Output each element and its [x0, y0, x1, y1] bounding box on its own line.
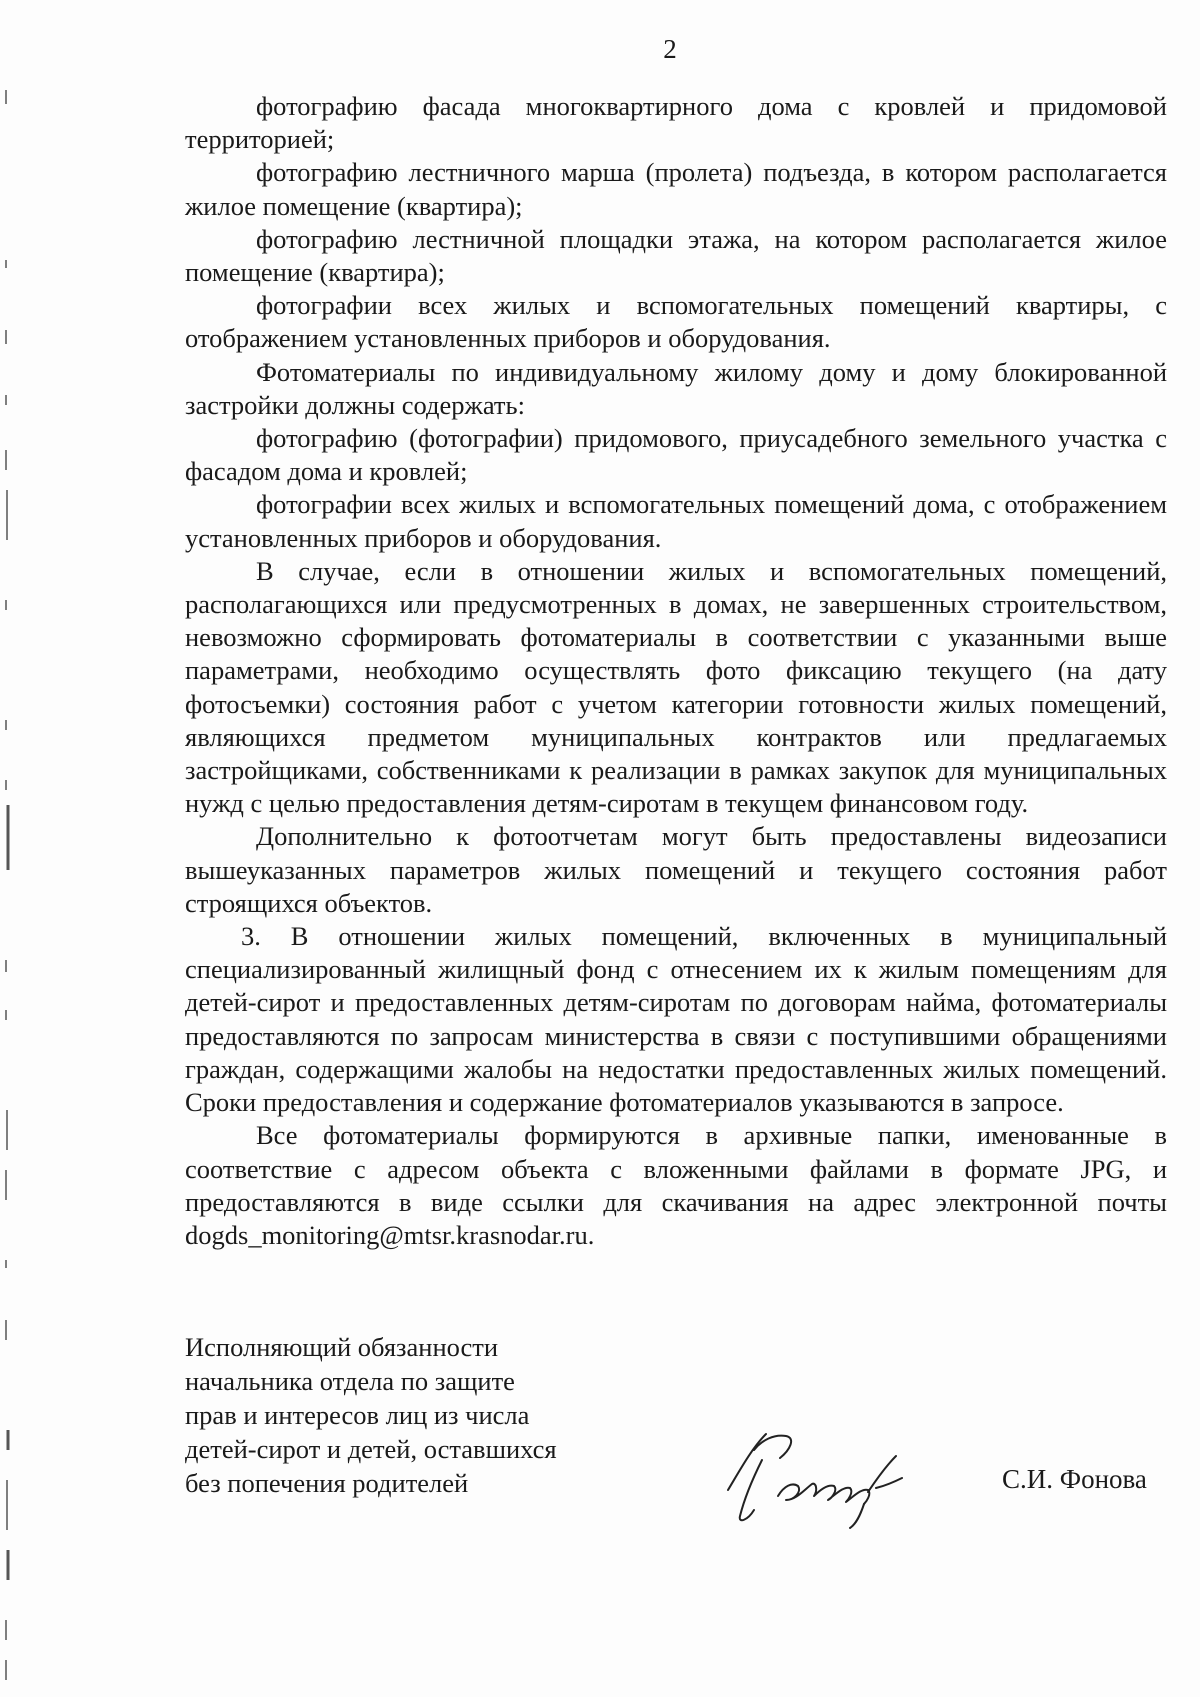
signer-title-line: детей-сирот и детей, оставшихся [185, 1434, 557, 1464]
page-number: 2 [663, 34, 677, 64]
paragraph-video-records: Дополнительно к фотоотчетам могут быть предоставлены видеозаписи вышеуказанных параметров жилых помещений и текущего состояния работ строящихся объектов. [185, 821, 1167, 918]
paragraph-stairway-photo: фотографию лестничного марша (пролета) подъезда, в котором располагается жилое помещение (квартира); [185, 157, 1167, 221]
paragraph-section-3: 3. В отношении жилых помещений, включенных в муниципальный специализированный жилищный фонд с отнесением их к жилым помещениям для детей-сирот и предоставленных детям-сиротам по договорам найма, фотоматериалы предоставляются по запросам министерства в связи с поступившими обращениями граждан, содержащими жалобы на недостатки предоставленных жилых помещений. Сроки предоставления и содержание фотоматериалов указываются в запросе. [185, 921, 1167, 1118]
document-body [185, 90, 1167, 1252]
signer-title-line: прав и интересов лиц из числа [185, 1400, 530, 1430]
paragraph-apartment-rooms-photo: фотографии всех жилых и вспомогательных помещений квартиры, с отображением установленных приборов и оборудования. [185, 290, 1167, 354]
paragraph-house-rooms-photo: фотографии всех жилых и вспомогательных помещений дома, с отображением установленных приборов и оборудования. [185, 489, 1167, 553]
paragraph-plot-photo: фотографию (фотографии) придомового, приусадебного земельного участка с фасадом дома и кровлей; [185, 423, 1167, 487]
signer-title-line: без попечения родителей [185, 1468, 469, 1498]
paragraph-unfinished-construction: В случае, если в отношении жилых и вспомогательных помещений, располагающихся или предусмотренных в домах, не завершенных строительством, невозможно сформировать фотоматериалы в соответствии с указанными выше параметрами, необходимо осуществлять фото фиксацию текущего (на дату фотосъемки) состояния работ с учетом категории готовности жилых помещений, являющихся предметом муниципальных контрактов или предлагаемых застройщиками, собственниками к реализации в рамках закупок для муниципальных нужд с целью предоставления детям-сиротам в текущем финансовом году. [185, 555, 1167, 819]
paragraph-individual-house-intro: Фотоматериалы по индивидуальному жилому дому и дому блокированной застройки должны содержать: [185, 356, 1167, 420]
handwritten-signature [700, 1420, 940, 1530]
paragraph-landing-photo: фотографию лестничной площадки этажа, на котором располагается жилое помещение (квартира); [185, 223, 1167, 288]
paragraph-archive-folders: Все фотоматериалы формируются в архивные папки, именованные в соответствие с адресом объекта с вложенными файлами в формате JPG, и предоставляются в виде ссылки для скачивания на адрес электронной почты dogds_monitoring@mtsr.krasnodar.ru. [185, 1120, 1167, 1250]
signer-title-line: начальника отдела по защите [185, 1366, 515, 1396]
signer-title-line: Исполняющий обязанности [185, 1332, 499, 1362]
signer-title [185, 1330, 585, 1500]
paragraph-facade-photo: фотографию фасада многоквартирного дома с кровлей и придомовой территорией; [185, 91, 1167, 155]
scan-margin-marks [0, 0, 16, 1697]
signer-name: С.И. Фонова [1002, 1464, 1147, 1494]
